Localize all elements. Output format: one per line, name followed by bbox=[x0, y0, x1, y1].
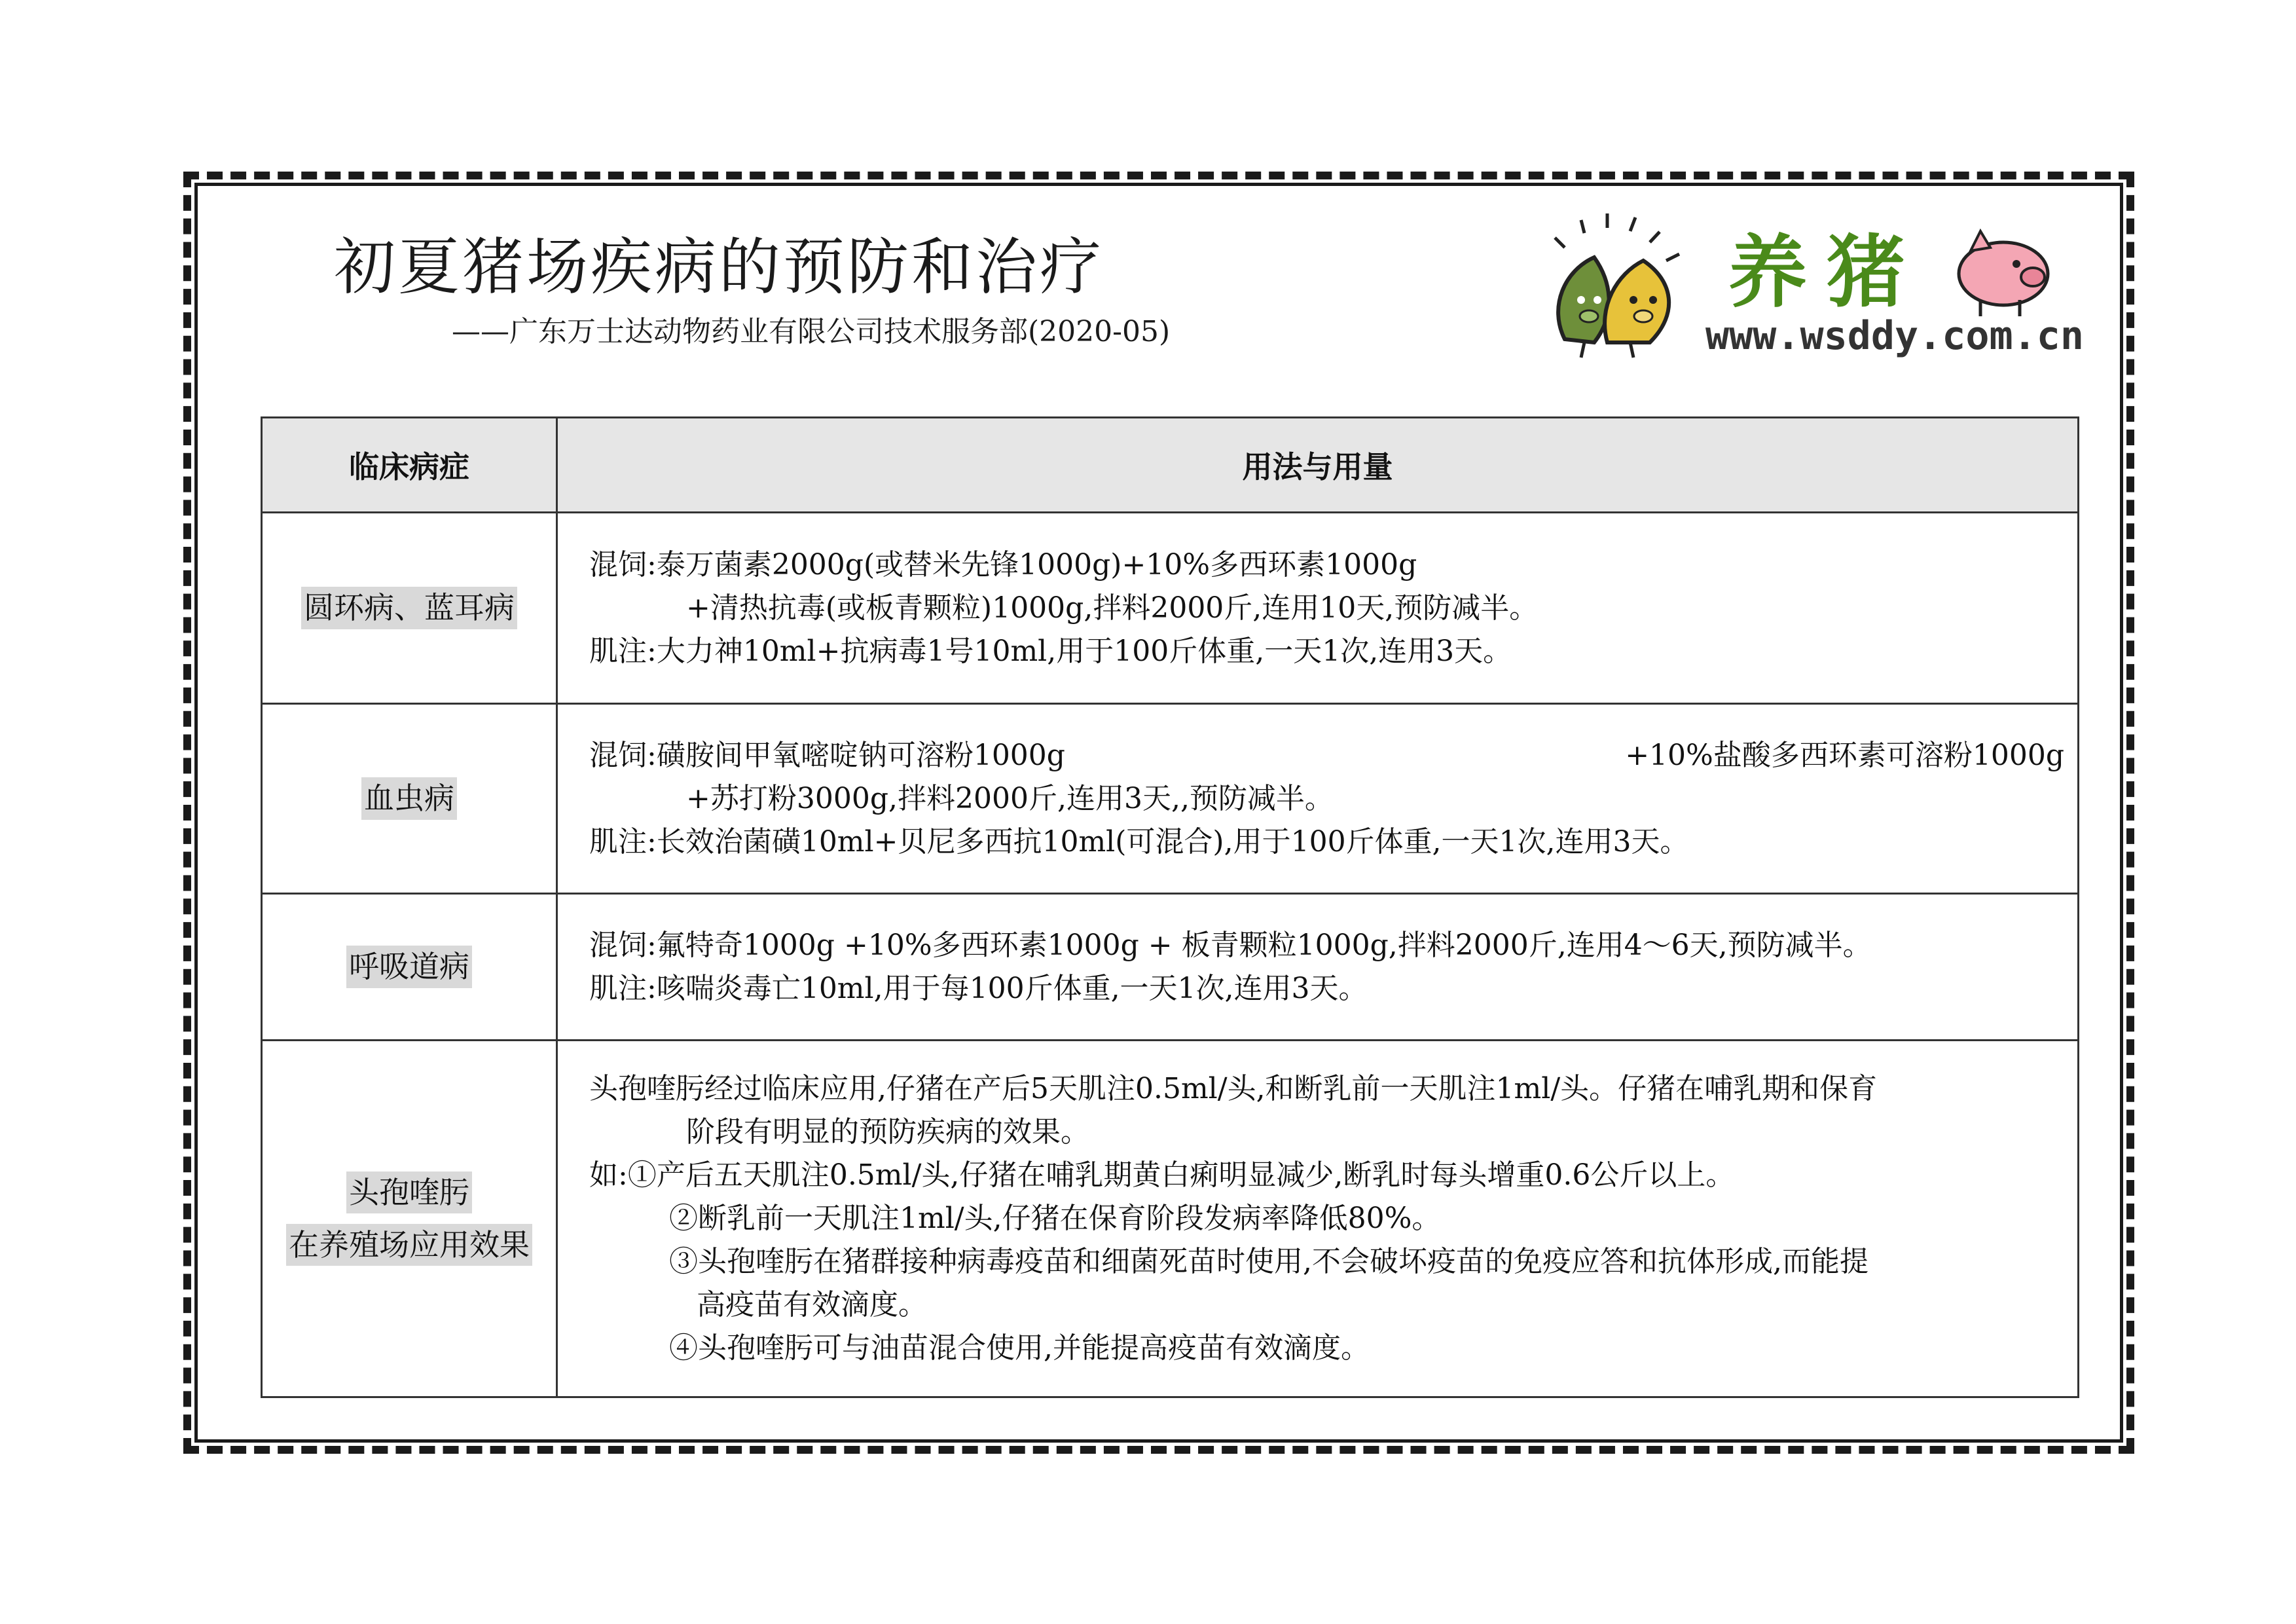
page-title: 初夏猪场疾病的预防和治疗 bbox=[334, 232, 1104, 303]
usage-line: ④头孢喹肟可与油苗混合使用,并能提高疫苗有效滴度。 bbox=[669, 1331, 1370, 1365]
usage-line: 肌注:咳喘炎毒亡10ml,用于每100斤体重,一天1次,连用3天。 bbox=[589, 971, 1368, 1005]
symptom-cell bbox=[262, 513, 557, 704]
usage-line-left: 混饲:磺胺间甲氧嘧啶钠可溶粉1000g bbox=[589, 738, 1065, 772]
symptom-cell bbox=[262, 704, 557, 894]
usage-line: 头孢喹肟经过临床应用,仔猪在产后5天肌注0.5ml/头,和断乳前一天肌注1ml/头。仔猪在哺乳期和保育 bbox=[589, 1072, 1878, 1105]
symptom-label: 呼吸道病 bbox=[346, 946, 472, 987]
symptom-label: 头孢喹肟 bbox=[346, 1172, 472, 1213]
symptom-label: 血虫病 bbox=[361, 777, 457, 819]
usage-cell bbox=[557, 1041, 2079, 1397]
table-row bbox=[262, 894, 2079, 1041]
usage-line: 如:①产后五天肌注0.5ml/头,仔猪在哺乳期黄白痢明显减少,断乳时每头增重0.6公斤以上。 bbox=[589, 1158, 1735, 1192]
logo-url: www.wsddy.com.cn bbox=[1705, 313, 2084, 359]
table-row bbox=[262, 1041, 2079, 1397]
table-header-row bbox=[262, 418, 2079, 513]
table-row bbox=[262, 704, 2079, 894]
symptom-label: 圆环病、蓝耳病 bbox=[301, 587, 517, 629]
usage-line: 高疫苗有效滴度。 bbox=[697, 1288, 927, 1321]
usage-line: 混饲:氟特奇1000g +10%多西环素1000g + 板青颗粒1000g,拌料2000斤,连用4～6天,预防减半。 bbox=[589, 928, 1872, 962]
page-subtitle: ——广东万士达动物药业有限公司技术服务部(2020-05) bbox=[452, 315, 1171, 348]
symptom-cell bbox=[262, 1041, 557, 1397]
usage-cell bbox=[557, 704, 2079, 894]
header-symptom: 临床病症 bbox=[262, 418, 557, 513]
usage-line: ②断乳前一天肌注1ml/头,仔猪在保育阶段发病率降低80%。 bbox=[669, 1202, 1441, 1235]
usage-line: +苏打粉3000g,拌料2000斤,连用3天,,预防减半。 bbox=[686, 781, 1334, 815]
usage-line: 肌注:大力神10ml+抗病毒1号10ml,用于100斤体重,一天1次,连用3天。 bbox=[589, 634, 1512, 668]
header-usage: 用法与用量 bbox=[557, 418, 2079, 513]
treatment-table bbox=[261, 416, 2079, 1398]
usage-line bbox=[589, 734, 2064, 777]
usage-line-right: +10%盐酸多西环素可溶粉1000g bbox=[1625, 738, 2064, 772]
usage-line: 肌注:长效治菌磺10ml+贝尼多西抗10ml(可混合),用于100斤体重,一天1次,连用3天。 bbox=[589, 824, 1689, 858]
usage-line: ③头孢喹肟在猪群接种病毒疫苗和细菌死苗时使用,不会破坏疫苗的免疫应答和抗体形成,而能提 bbox=[669, 1245, 1868, 1278]
logo-text: 养猪 bbox=[1728, 227, 1925, 318]
table-row bbox=[262, 513, 2079, 704]
symptom-cell bbox=[262, 894, 557, 1041]
symptom-label: 在养殖场应用效果 bbox=[286, 1224, 532, 1266]
usage-cell bbox=[557, 513, 2079, 704]
usage-line: 混饲:泰万菌素2000g(或替米先锋1000g)+10%多西环素1000g bbox=[589, 547, 1417, 581]
usage-line: 阶段有明显的预防疾病的效果。 bbox=[686, 1115, 1089, 1149]
usage-line: +清热抗毒(或板青颗粒)1000g,拌料2000斤,连用10天,预防减半。 bbox=[686, 591, 1539, 625]
usage-cell bbox=[557, 894, 2079, 1041]
